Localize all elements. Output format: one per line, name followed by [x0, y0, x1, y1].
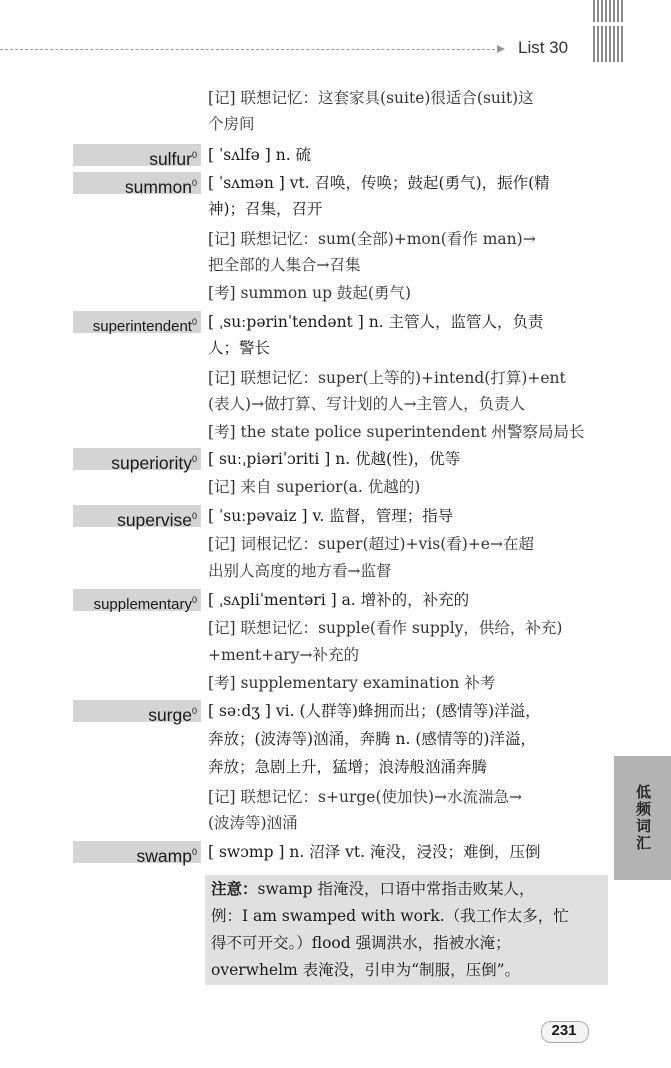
frequency-mark: 0 [191, 178, 197, 188]
definition-line: 奔放；(波涛等)汹涌，奔腾 n. (感情等的)洋溢， [208, 730, 536, 748]
exam-note: [考] summon up 鼓起(勇气) [208, 284, 412, 302]
definition-line: 人；警长 [208, 339, 271, 357]
definition-line: 奔放；急剧上升，猛增；浪涛般汹涌奔腾 [208, 758, 488, 776]
frequency-mark: 0 [191, 454, 197, 464]
headword-swamp [73, 841, 201, 866]
frequency-mark: 0 [191, 847, 197, 857]
memory-note: [记] 联想记忆：super(上等的)+intend(打算)+ent [208, 369, 566, 387]
corner-stripes-icon [593, 0, 623, 62]
memory-note: 把全部的人集合→召集 [208, 256, 361, 274]
headword-text: swamp [136, 845, 192, 866]
definition-line: [ ˌsuːpərinˈtendənt ] n. 主管人，监管人，负责 [208, 313, 544, 331]
headword-surge [73, 700, 201, 725]
headword-text: sulfur [149, 148, 192, 169]
headword-text: surge [148, 704, 192, 725]
memory-note: [记] 来自 superior(a. 优越的) [208, 478, 421, 496]
memory-note: [记] 词根记忆：super(超过)+vis(看)+e→在超 [208, 535, 534, 553]
headword-supplementary [73, 589, 201, 611]
frequency-mark: 0 [191, 317, 197, 327]
memory-note: 个房间 [208, 115, 255, 133]
definition-line: [ ˈsʌmən ] vt. 召唤，传唤；鼓起(勇气)，振作(精 [208, 174, 550, 192]
definition-line: [ suːˌpiəriˈɔriti ] n. 优越(性)，优等 [208, 450, 461, 468]
memory-note: 出别人高度的地方看→监督 [208, 562, 392, 580]
headword-superintendent [73, 311, 201, 333]
exam-note: [考] supplementary examination 补考 [208, 674, 496, 692]
usage-note-line: 得不可开交。）flood 强调洪水，指被水淹； [211, 934, 511, 952]
memory-note: (表人)→做打算、写计划的人→主管人，负责人 [208, 395, 526, 413]
exam-note: [考] the state police superintendent 州警察局局长 [208, 423, 585, 441]
list-label: List 30 [518, 38, 569, 57]
headword-text: supervise [117, 509, 192, 530]
usage-note-box [205, 875, 608, 985]
memory-note: (波涛等)汹涌 [208, 814, 298, 832]
memory-note: [记] 联想记忆：这套家具(suite)很适合(suit)这 [208, 89, 534, 107]
frequency-mark: 0 [191, 595, 197, 605]
headword-summon [73, 172, 201, 197]
memory-note: +ment+ary→补充的 [208, 646, 359, 664]
usage-note-line: overwhelm 表淹没，引申为“制服，压倒”。 [211, 961, 521, 979]
usage-note-text: swamp 指淹没，口语中常指击败某人， [257, 880, 535, 898]
header-arrow-icon [497, 45, 505, 53]
definition-line: [ ˈsʌlfə ] n. 硫 [208, 146, 312, 164]
usage-note-line: 例：I am swamped with work.（我工作太多，忙 [211, 907, 569, 925]
definition-line: [ swɔmp ] n. 沼泽 vt. 淹没，浸没；难倒，压倒 [208, 843, 541, 861]
frequency-mark: 0 [191, 150, 197, 160]
definition-line: [ ˌsʌpliˈmentəri ] a. 增补的，补充的 [208, 591, 470, 609]
headword-text: supplementary [93, 596, 192, 613]
usage-note-title: 注意： [211, 879, 258, 898]
frequency-mark: 0 [191, 511, 197, 521]
memory-note: [记] 联想记忆：supple(看作 supply，供给，补充) [208, 619, 563, 637]
definition-line: [ ˈsuːpəvaiz ] v. 监督，管理；指导 [208, 507, 454, 525]
headword-text: summon [124, 176, 192, 197]
headword-supervise [73, 505, 201, 530]
headword-sulfur [73, 144, 201, 169]
page-number: 231 [539, 1019, 589, 1043]
definition-line: 神)；召集，召开 [208, 200, 323, 218]
memory-note: [记] 联想记忆：sum(全部)+mon(看作 man)→ [208, 230, 536, 248]
definition-line: [ səːdʒ ] vi. (人群等)蜂拥而出；(感情等)洋溢， [208, 702, 541, 720]
memory-note: [记] 联想记忆：s+urge(使加快)→水流湍急→ [208, 788, 523, 806]
headword-text: superiority [111, 452, 192, 473]
section-tab: 低频词汇 [614, 756, 671, 880]
usage-note-line [211, 878, 535, 900]
headword-superiority [73, 448, 201, 473]
headword-text: superintendent [92, 318, 192, 335]
frequency-mark: 0 [191, 706, 197, 716]
header-rule [0, 49, 500, 50]
